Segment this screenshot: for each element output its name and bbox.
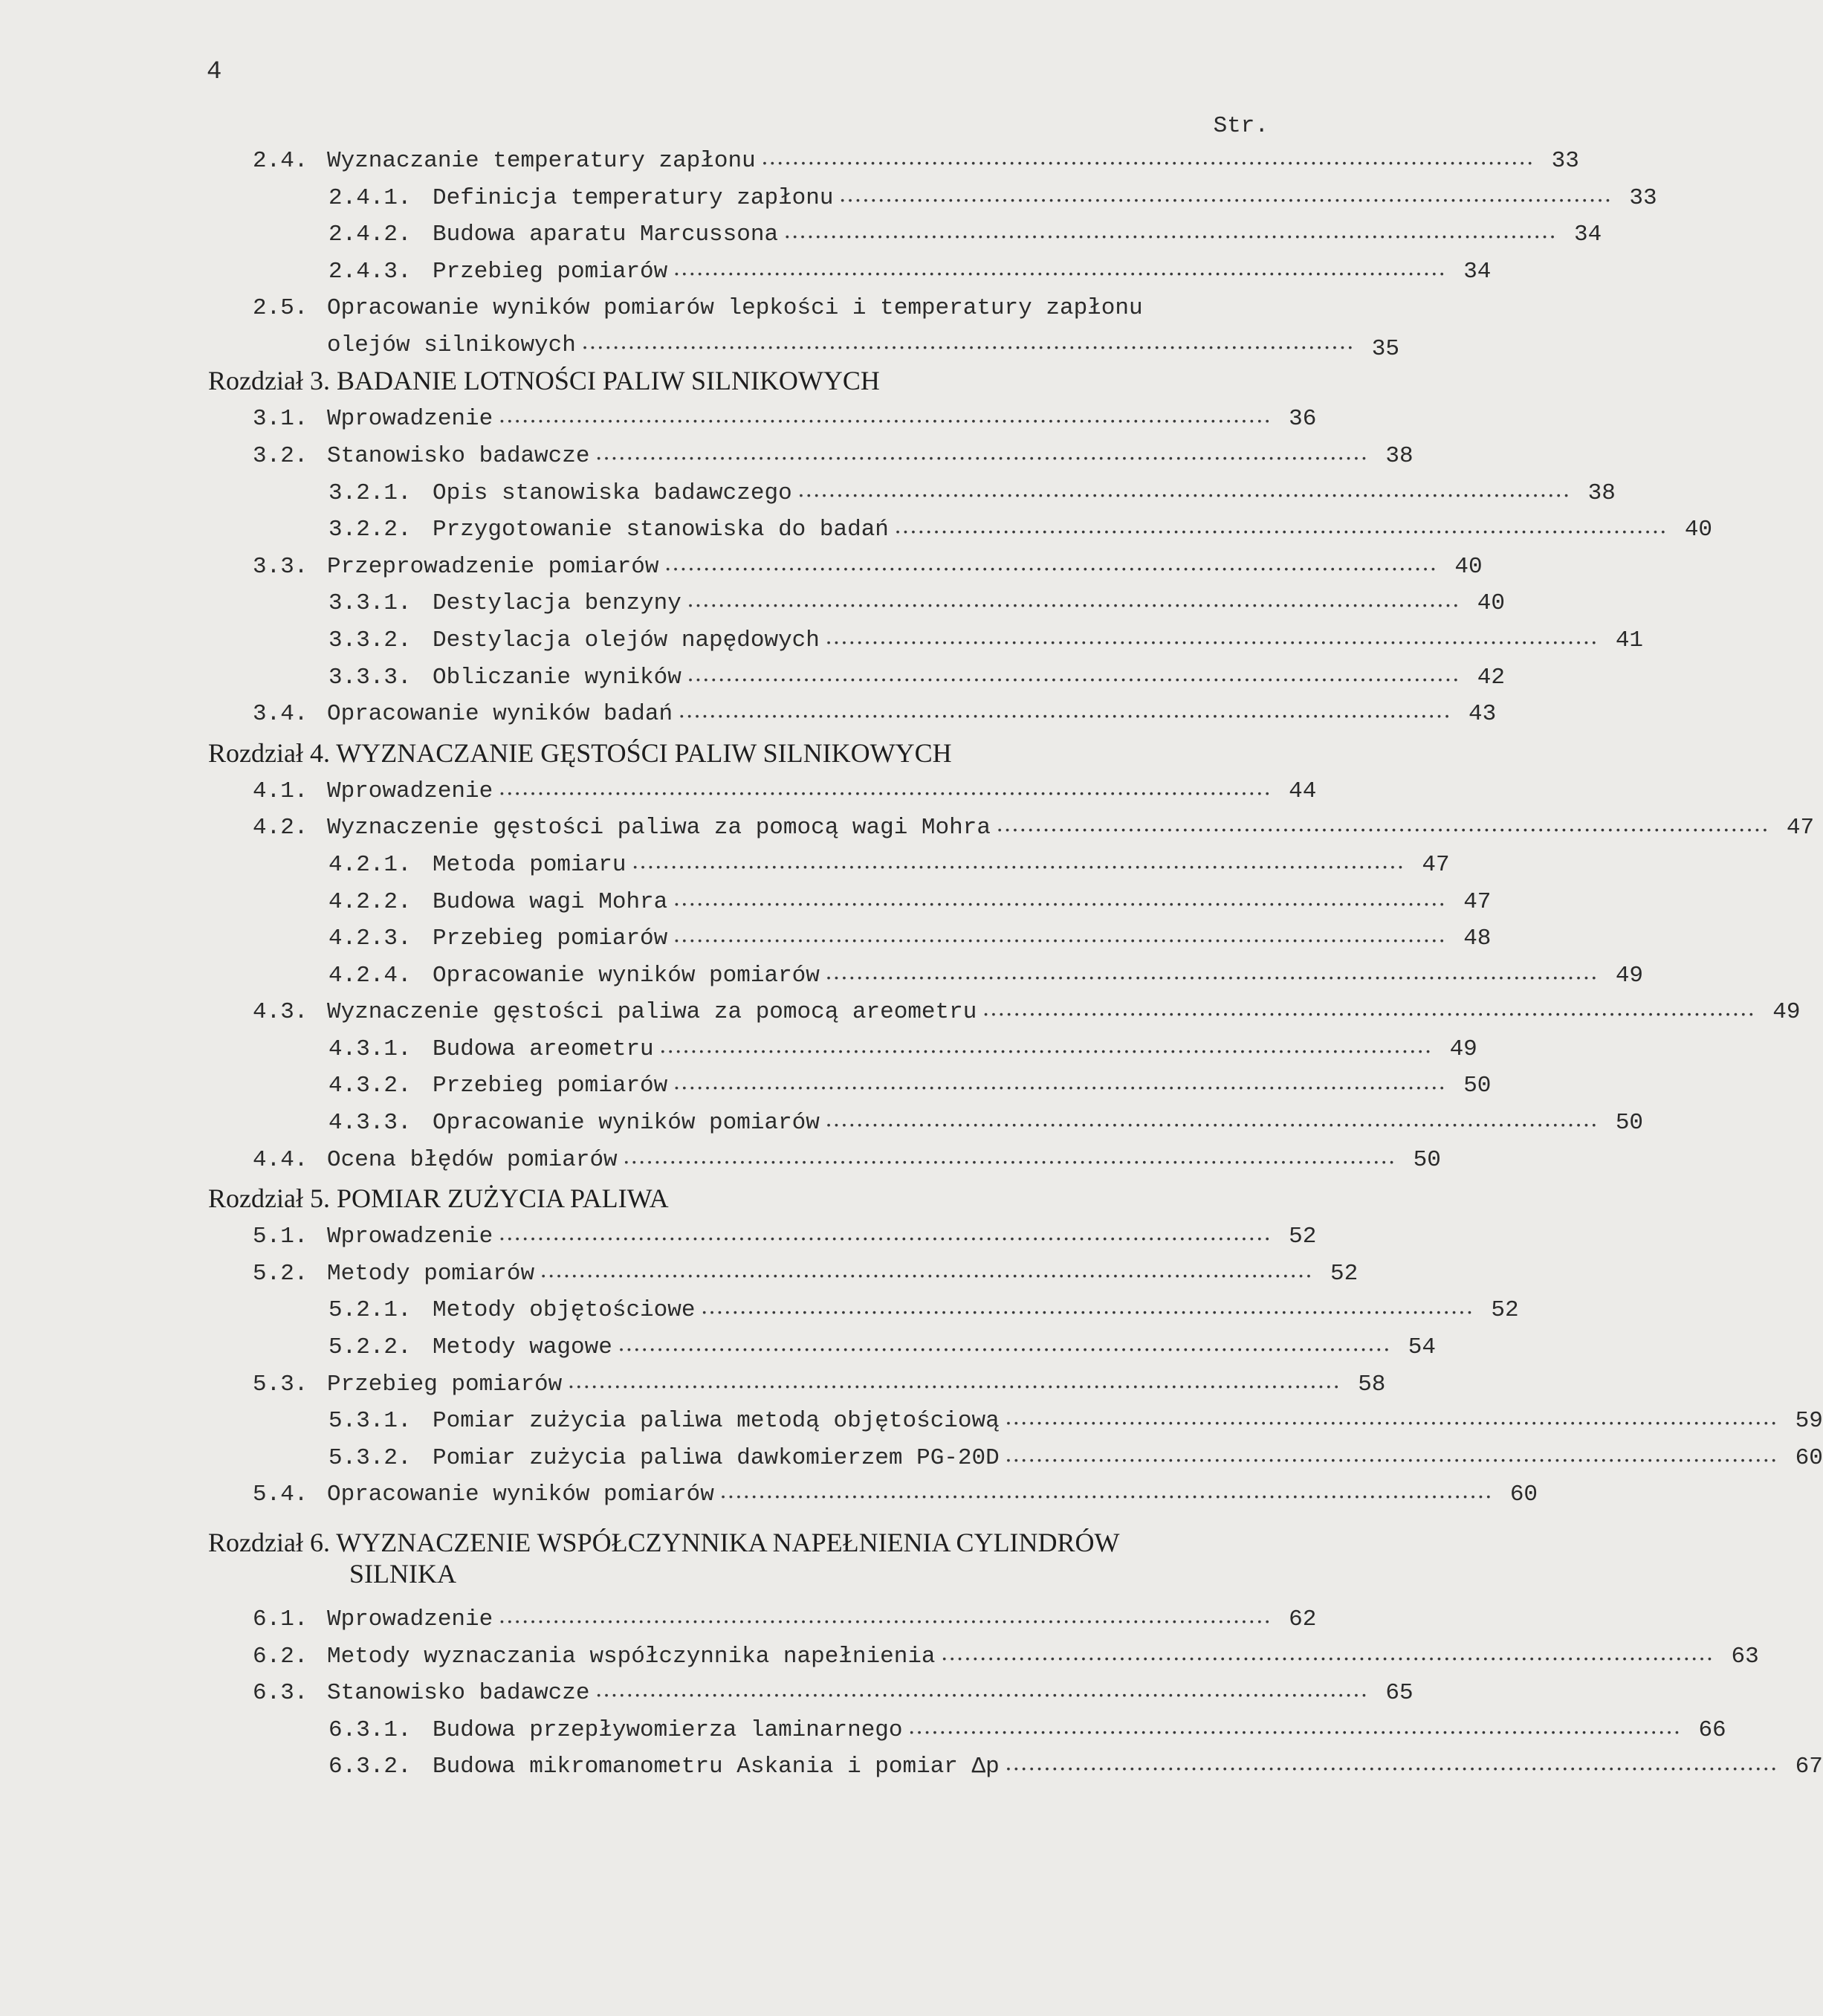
toc-entry xyxy=(0,1105,1644,1142)
toc-entry xyxy=(0,994,1801,1031)
entry-page: 52 xyxy=(1491,1297,1519,1324)
entry-page: 65 xyxy=(1385,1680,1414,1707)
entry-title: Metody objętościowe xyxy=(433,1297,696,1324)
entry-page: 36 xyxy=(1289,406,1317,433)
entry-page: 34 xyxy=(1574,222,1602,248)
entry-number: 6.2. xyxy=(253,1643,308,1670)
entry-page: 49 xyxy=(1615,962,1644,989)
toc-entry xyxy=(0,511,1713,549)
entry-number: 3.4. xyxy=(253,701,308,728)
entry-number: 3.3.2. xyxy=(328,627,412,653)
entry-page: 60 xyxy=(1509,1482,1538,1508)
entry-page: 52 xyxy=(1289,1224,1317,1250)
dot-leader xyxy=(1006,1440,1778,1481)
chapter-title: Rozdział 6. WYZNACZENIE WSPÓŁCZYNNIKA NAPEŁNIENIA CYLINDRÓW xyxy=(208,1528,1120,1557)
entry-title: Pomiar zużycia paliwa metodą objętościową xyxy=(433,1408,1000,1435)
dot-leader xyxy=(687,585,1460,626)
dot-leader xyxy=(660,1031,1433,1072)
dot-leader xyxy=(942,1638,1714,1679)
chapter-title: Rozdział 5. POMIAR ZUŻYCIA PALIWA xyxy=(208,1183,669,1214)
entry-page: 40 xyxy=(1477,590,1505,617)
entry-title: Przebieg pomiarów xyxy=(327,1371,563,1398)
toc-entry xyxy=(0,1638,1759,1676)
entry-title: Ocena błędów pomiarów xyxy=(327,1146,618,1173)
toc-entry xyxy=(0,1675,1414,1712)
entry-number: 4.2.3. xyxy=(328,925,412,952)
entry-page: 35 xyxy=(1371,335,1399,362)
entry-page: 62 xyxy=(1289,1606,1317,1632)
entry-page: 40 xyxy=(1684,517,1713,543)
entry-title: Metody wyznaczania współczynnika napełnienia xyxy=(327,1643,936,1670)
dot-leader xyxy=(499,773,1272,814)
entry-title: Destylacja benzyny xyxy=(433,590,681,617)
dot-leader xyxy=(909,1712,1682,1753)
entry-title: Opis stanowiska badawczego xyxy=(433,479,792,506)
entry-title: Przeprowadzenie pomiarów xyxy=(327,553,659,580)
toc-entry xyxy=(0,290,1399,362)
dot-leader xyxy=(701,1292,1474,1333)
entry-page: 54 xyxy=(1408,1334,1436,1361)
entry-title: Opracowanie wyników badań xyxy=(327,701,673,728)
dot-leader xyxy=(826,1105,1599,1146)
entry-number: 2.4.1. xyxy=(328,184,412,211)
entry-title: Opracowanie wyników pomiarów xyxy=(327,1482,714,1508)
entry-number: 5.1. xyxy=(253,1224,308,1250)
toc-entry xyxy=(0,180,1657,217)
dot-leader xyxy=(840,180,1613,221)
entry-title: Metody pomiarów xyxy=(327,1260,535,1287)
entry-page: 34 xyxy=(1463,258,1492,285)
entry-number: 4.3.3. xyxy=(328,1110,412,1137)
dot-leader xyxy=(1006,1748,1778,1789)
toc-entry xyxy=(0,1748,1823,1786)
entry-page: 50 xyxy=(1615,1110,1644,1137)
toc-entry xyxy=(0,143,1579,180)
entry-title: Stanowisko badawcze xyxy=(327,1680,590,1707)
toc-entry xyxy=(0,659,1505,697)
entry-number: 2.4. xyxy=(253,148,308,174)
dot-leader xyxy=(673,920,1446,961)
toc-entry xyxy=(0,810,1815,847)
entry-title: Wprowadzenie xyxy=(327,778,493,804)
dot-leader xyxy=(540,1256,1313,1296)
dot-leader xyxy=(499,1218,1272,1259)
entry-title-continued: olejów silnikowych xyxy=(327,332,576,358)
entry-number: 3.1. xyxy=(253,406,308,433)
entry-number: 5.3. xyxy=(253,1371,308,1398)
entry-title: Obliczanie wyników xyxy=(433,664,681,691)
entry-page: 33 xyxy=(1551,148,1579,174)
toc-entry xyxy=(0,1031,1477,1068)
toc-entry xyxy=(0,1218,1324,1256)
entry-number: 6.1. xyxy=(253,1606,308,1632)
toc-entry xyxy=(0,549,1483,586)
dot-leader xyxy=(1006,1403,1778,1444)
entry-number: 4.2.1. xyxy=(328,851,412,878)
entry-number: 2.5. xyxy=(253,295,308,322)
chapter-title: Rozdział 3. BADANIE LOTNOŚCI PALIW SILNIKOWYCH xyxy=(208,366,880,396)
dot-leader xyxy=(982,994,1755,1035)
toc-entry xyxy=(0,585,1505,622)
entry-title: Wprowadzenie xyxy=(327,1606,493,1632)
entry-number: 6.3.1. xyxy=(328,1716,412,1743)
entry-title: Stanowisko badawcze xyxy=(327,442,590,469)
entry-page: 47 xyxy=(1463,888,1492,915)
entry-number: 5.2.1. xyxy=(328,1297,412,1324)
toc-entry xyxy=(0,438,1414,475)
dot-leader xyxy=(679,696,1451,737)
entry-number: 4.2.4. xyxy=(328,962,412,989)
entry-number: 5.4. xyxy=(253,1482,308,1508)
entry-page: 59 xyxy=(1795,1408,1823,1435)
entry-page: 38 xyxy=(1587,479,1616,506)
dot-leader xyxy=(798,475,1571,516)
toc-entry xyxy=(0,1292,1519,1329)
dot-leader xyxy=(499,401,1272,442)
entry-title: Metoda pomiaru xyxy=(433,851,626,878)
entry-title: Budowa aparatu Marcussona xyxy=(433,222,779,248)
entry-page: 40 xyxy=(1454,553,1483,580)
dot-leader xyxy=(784,216,1557,257)
toc-entry xyxy=(0,1440,1823,1477)
toc-entry xyxy=(0,1067,1492,1105)
chapter-heading xyxy=(0,1522,1324,1601)
entry-title: Budowa mikromanometru Askania i pomiar Δp xyxy=(433,1754,1000,1780)
entry-number: 2.4.2. xyxy=(328,222,412,248)
entry-title: Przebieg pomiarów xyxy=(433,258,668,285)
dot-leader xyxy=(673,884,1446,925)
entry-page: 66 xyxy=(1698,1716,1726,1743)
entry-number: 4.4. xyxy=(253,1146,308,1173)
entry-title: Destylacja olejów napędowych xyxy=(433,627,820,653)
entry-page: 47 xyxy=(1422,851,1450,878)
dot-leader xyxy=(687,659,1460,700)
entry-number: 4.1. xyxy=(253,778,308,804)
entry-title: Budowa przepływomierza laminarnego xyxy=(433,1716,903,1743)
entry-number: 2.4.3. xyxy=(328,258,412,285)
dot-leader xyxy=(632,847,1405,888)
page-column-header: Str. xyxy=(1213,113,1269,139)
entry-page: 33 xyxy=(1629,184,1657,211)
entry-page: 43 xyxy=(1469,701,1497,728)
dot-leader xyxy=(762,143,1535,184)
entry-number: 4.3.2. xyxy=(328,1073,412,1099)
entry-title: Wyznaczenie gęstości paliwa za pomocą areometru xyxy=(327,999,977,1026)
chapter-heading xyxy=(0,361,1324,401)
entry-number: 4.3.1. xyxy=(328,1036,412,1062)
entry-title: Wyznaczanie temperatury zapłonu xyxy=(327,148,756,174)
toc-entry xyxy=(0,884,1492,921)
entry-number: 6.3.2. xyxy=(328,1754,412,1780)
toc-entry xyxy=(0,1142,1441,1179)
entry-number: 5.3.2. xyxy=(328,1444,412,1471)
entry-title: Opracowanie wyników pomiarów xyxy=(433,962,820,989)
toc-entry xyxy=(0,1329,1436,1366)
dot-leader xyxy=(673,253,1446,294)
table-of-contents xyxy=(0,143,1823,1786)
entry-page: 44 xyxy=(1289,778,1317,804)
toc-entry xyxy=(0,1712,1726,1749)
toc-entry xyxy=(0,1403,1823,1440)
entry-page: 38 xyxy=(1385,442,1414,469)
toc-entry xyxy=(0,696,1497,733)
entry-number: 3.3.1. xyxy=(328,590,412,617)
entry-title: Budowa areometru xyxy=(433,1036,654,1062)
page-number: 4 xyxy=(207,58,222,86)
toc-entry xyxy=(0,773,1324,810)
dot-leader xyxy=(895,511,1668,552)
dot-leader xyxy=(997,810,1769,850)
entry-number: 3.2. xyxy=(253,442,308,469)
entry-title: Opracowanie wyników pomiarów xyxy=(433,1110,820,1137)
entry-page: 50 xyxy=(1413,1146,1441,1173)
entry-title: Wyznaczenie gęstości paliwa za pomocą wagi Mohra xyxy=(327,815,991,841)
dot-leader xyxy=(826,622,1599,663)
dot-leader xyxy=(499,1601,1272,1642)
chapter-heading xyxy=(0,733,1324,773)
toc-entry xyxy=(0,847,1450,884)
entry-number: 4.2. xyxy=(253,815,308,841)
entry-title: Metody wagowe xyxy=(433,1334,612,1361)
dot-leader xyxy=(595,1675,1368,1716)
dot-leader xyxy=(826,957,1599,998)
entry-title: Przebieg pomiarów xyxy=(433,925,668,952)
entry-title: Definicja temperatury zapłonu xyxy=(433,184,834,211)
dot-leader xyxy=(624,1142,1396,1183)
entry-title: Wprowadzenie xyxy=(327,1224,493,1250)
entry-number: 6.3. xyxy=(253,1680,308,1707)
toc-entry xyxy=(0,920,1492,957)
entry-page: 48 xyxy=(1463,925,1492,952)
dot-leader xyxy=(673,1067,1446,1108)
entry-title: Pomiar zużycia paliwa dawkomierzem PG-20D xyxy=(433,1444,1000,1471)
toc-entry xyxy=(0,1366,1386,1403)
toc-entry xyxy=(0,957,1644,995)
toc-entry xyxy=(0,401,1324,438)
dot-leader xyxy=(568,1366,1341,1407)
dot-leader xyxy=(618,1329,1391,1370)
entry-title: Opracowanie wyników pomiarów lepkości i temperatury zapłonu xyxy=(327,295,1143,322)
toc-entry xyxy=(0,475,1616,512)
entry-page: 42 xyxy=(1477,664,1505,691)
entry-number: 5.3.1. xyxy=(328,1408,412,1435)
entry-number: 3.3.3. xyxy=(328,664,412,691)
entry-page: 49 xyxy=(1449,1036,1477,1062)
entry-number: 4.2.2. xyxy=(328,888,412,915)
entry-number: 3.2.1. xyxy=(328,479,412,506)
dot-leader xyxy=(664,549,1437,589)
entry-title: Budowa wagi Mohra xyxy=(433,888,668,915)
entry-number: 5.2.2. xyxy=(328,1334,412,1361)
toc-entry xyxy=(0,253,1492,291)
toc-entry xyxy=(0,622,1644,659)
entry-title: Wprowadzenie xyxy=(327,406,493,433)
chapter-title-continued: SILNIKA xyxy=(349,1559,456,1589)
dot-leader xyxy=(595,438,1368,479)
entry-page: 41 xyxy=(1615,627,1644,653)
entry-title: Przygotowanie stanowiska do badań xyxy=(433,517,889,543)
entry-page: 52 xyxy=(1330,1260,1359,1287)
entry-number: 3.3. xyxy=(253,553,308,580)
entry-page: 50 xyxy=(1463,1073,1492,1099)
entry-page: 67 xyxy=(1795,1754,1823,1780)
toc-entry xyxy=(0,1601,1324,1638)
chapter-heading xyxy=(0,1178,1324,1218)
entry-number: 5.2. xyxy=(253,1260,308,1287)
toc-entry xyxy=(0,216,1602,253)
entry-number: 4.3. xyxy=(253,999,308,1026)
entry-page: 63 xyxy=(1731,1643,1759,1670)
toc-entry xyxy=(0,1256,1359,1293)
entry-page: 58 xyxy=(1358,1371,1386,1398)
entry-number: 3.2.2. xyxy=(328,517,412,543)
toc-entry xyxy=(0,1476,1538,1513)
entry-title: Przebieg pomiarów xyxy=(433,1073,668,1099)
chapter-title: Rozdział 4. WYZNACZANIE GĘSTOŚCI PALIW SILNIKOWYCH xyxy=(208,737,952,768)
entry-page: 47 xyxy=(1786,815,1815,841)
dot-leader xyxy=(720,1476,1493,1517)
entry-page: 60 xyxy=(1795,1444,1823,1471)
entry-page: 49 xyxy=(1772,999,1801,1026)
